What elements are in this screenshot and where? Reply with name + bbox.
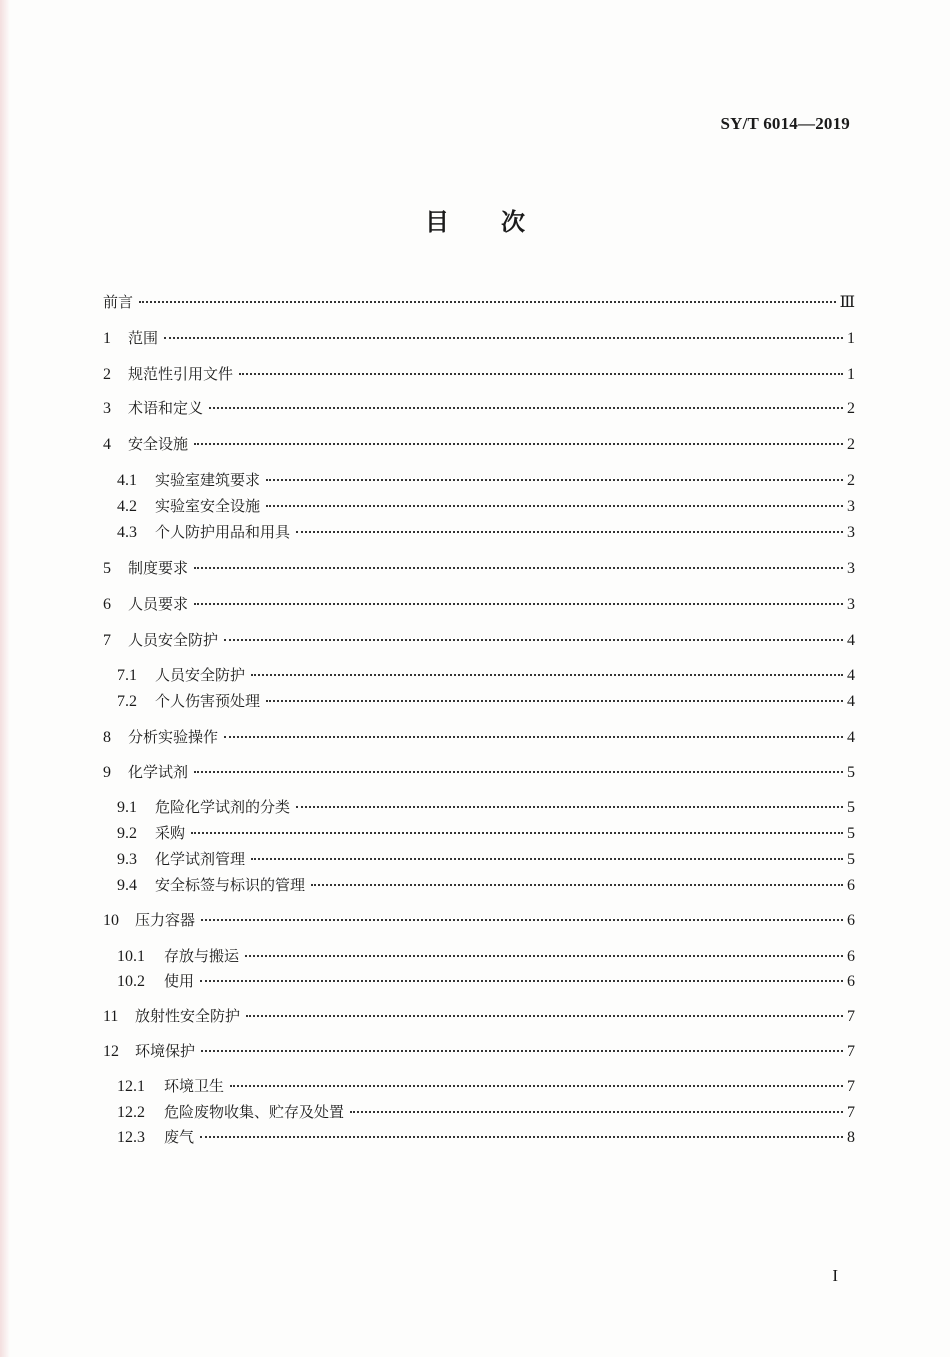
toc-entry-page: 3 [847, 524, 855, 541]
toc-entry-11[interactable] [103, 1006, 855, 1027]
toc-entry-number: 8 [103, 729, 111, 746]
toc-entry-4-2[interactable] [117, 496, 855, 517]
toc-entry-4-1[interactable] [117, 470, 855, 491]
toc-entry-title: 危险废物收集、贮存及处置 [164, 1103, 345, 1121]
dot-leader [296, 531, 843, 533]
toc-entry-title: 存放与搬运 [164, 947, 240, 965]
dot-leader [139, 301, 836, 303]
toc-entry-title: 个人防护用品和用具 [155, 523, 291, 541]
toc-entry-page: 5 [847, 764, 855, 781]
toc-entry-12[interactable] [103, 1041, 855, 1062]
dot-leader [296, 806, 843, 808]
toc-entry-page: 6 [847, 912, 855, 929]
toc-entry-page: 5 [847, 825, 855, 842]
toc-entry-page: 6 [847, 948, 855, 965]
toc-entry-2[interactable] [103, 364, 855, 385]
toc-entry-number: 10 [103, 912, 119, 929]
toc-entry-page: 3 [847, 498, 855, 515]
toc-entry-page: 2 [847, 436, 855, 453]
toc-entry-number: 4 [103, 436, 111, 453]
toc-entry-title: 人员要求 [128, 595, 189, 613]
toc-entry-title: 人员安全防护 [155, 666, 246, 684]
dot-leader [239, 373, 843, 375]
toc-entry-number: 4.1 [117, 472, 137, 489]
dot-leader [245, 955, 843, 957]
toc-entry-page: 2 [847, 400, 855, 417]
toc-entry-page: 3 [847, 560, 855, 577]
toc-entry-page: 3 [847, 596, 855, 613]
toc-entry-number: 2 [103, 366, 111, 383]
toc-entry-number: 12.2 [117, 1104, 145, 1121]
toc-entry-title: 废气 [164, 1128, 195, 1146]
toc-entry-number: 10.2 [117, 973, 145, 990]
toc-entry-number: 9.3 [117, 851, 137, 868]
toc-entry-9-3[interactable] [117, 849, 855, 870]
toc-entry-page: 4 [847, 693, 855, 710]
toc-entry-12-3[interactable] [117, 1127, 855, 1148]
standard-code: SY/T 6014—2019 [720, 114, 850, 133]
toc-entry-title: 个人伤害预处理 [155, 692, 261, 710]
toc-entry-page: Ⅲ [839, 294, 855, 311]
dot-leader [251, 858, 843, 860]
dot-leader [266, 700, 843, 702]
toc-entry-number: 12 [103, 1043, 119, 1060]
toc-entry-page: 4 [847, 729, 855, 746]
toc-entry-title: 危险化学试剂的分类 [155, 798, 291, 816]
toc-entry-number: 6 [103, 596, 111, 613]
toc-entry-9[interactable] [103, 762, 855, 783]
toc-entry-12-1[interactable] [117, 1076, 855, 1097]
toc-entry-6[interactable] [103, 594, 855, 615]
toc-entry-title: 术语和定义 [128, 399, 204, 417]
toc-entry-number: 3 [103, 400, 111, 417]
dot-leader [230, 1085, 843, 1087]
toc-entry-title: 制度要求 [128, 559, 189, 577]
toc-entry-page: 6 [847, 973, 855, 990]
toc-entry-title: 化学试剂 [128, 763, 189, 781]
toc-entry-title: 使用 [164, 972, 195, 990]
toc-entry-7-2[interactable] [117, 691, 855, 712]
toc-entry-4[interactable] [103, 434, 855, 455]
toc-entry-number: 9 [103, 764, 111, 781]
dot-leader [201, 1050, 843, 1052]
toc-entry-10-1[interactable] [117, 946, 855, 967]
toc-entry-title: 实验室建筑要求 [155, 471, 261, 489]
toc-entry-title: 放射性安全防护 [135, 1007, 241, 1025]
dot-leader [246, 1015, 843, 1017]
dot-leader [194, 603, 843, 605]
toc-entry-title: 实验室安全设施 [155, 497, 261, 515]
toc-entry-page: 2 [847, 472, 855, 489]
toc-entry-number: 4.3 [117, 524, 137, 541]
footer-page-number: I [832, 1266, 838, 1285]
toc-entry-number: 7 [103, 632, 111, 649]
toc-entry-title: 环境卫生 [164, 1077, 225, 1095]
toc-entry-number: 11 [103, 1008, 119, 1025]
dot-leader [251, 674, 843, 676]
toc-entry-page: 4 [847, 632, 855, 649]
dot-leader [201, 919, 843, 921]
toc-entry-3[interactable] [103, 398, 855, 419]
toc-entry-foreword[interactable] [103, 292, 855, 313]
toc-entry-7-1[interactable] [117, 665, 855, 686]
toc-entry-title: 人员安全防护 [128, 631, 219, 649]
toc-entry-1[interactable] [103, 328, 855, 349]
dot-leader [224, 639, 843, 641]
toc-entry-number: 9.2 [117, 825, 137, 842]
toc-entry-12-2[interactable] [117, 1102, 855, 1123]
toc-entry-8[interactable] [103, 727, 855, 748]
toc-entry-page: 7 [847, 1043, 855, 1060]
toc-entry-title: 安全标签与标识的管理 [155, 876, 306, 894]
toc-entry-number: 4.2 [117, 498, 137, 515]
dot-leader [350, 1111, 843, 1113]
toc-entry-title: 分析实验操作 [128, 728, 219, 746]
dot-leader [164, 337, 843, 339]
dot-leader [194, 567, 843, 569]
toc-entry-title: 规范性引用文件 [128, 365, 234, 383]
dot-leader [266, 479, 843, 481]
toc-entry-10-2[interactable] [117, 971, 855, 992]
toc-entry-number: 10.1 [117, 948, 145, 965]
dot-leader [266, 505, 843, 507]
dot-leader [191, 832, 843, 834]
toc-entry-page: 7 [847, 1008, 855, 1025]
dot-leader [200, 980, 843, 982]
toc-entry-10[interactable] [103, 910, 855, 931]
toc-entry-9-2[interactable] [117, 823, 855, 844]
toc-entry-page: 1 [847, 366, 855, 383]
toc-heading-part2: 次 [501, 208, 525, 236]
toc-entry-title: 环境保护 [135, 1042, 196, 1060]
toc-entry-4-3[interactable] [117, 522, 855, 543]
toc-heading-part1: 目 [425, 208, 449, 236]
toc-entry-page: 7 [847, 1078, 855, 1095]
toc-entry-title: 前言 [103, 293, 134, 311]
toc-entry-9-1[interactable] [117, 797, 855, 818]
toc-entry-number: 12.3 [117, 1129, 145, 1146]
toc-entry-page: 7 [847, 1104, 855, 1121]
dot-leader [194, 443, 843, 445]
toc-entry-page: 4 [847, 667, 855, 684]
toc-entry-9-4[interactable] [117, 875, 855, 896]
toc-entry-page: 1 [847, 330, 855, 347]
toc-entry-number: 1 [103, 330, 111, 347]
toc-entry-number: 5 [103, 560, 111, 577]
toc-entry-7[interactable] [103, 630, 855, 651]
dot-leader [209, 407, 843, 409]
toc-entry-title: 化学试剂管理 [155, 850, 246, 868]
toc-entry-page: 5 [847, 799, 855, 816]
toc-entry-title: 范围 [128, 329, 159, 347]
toc-entry-number: 12.1 [117, 1078, 145, 1095]
toc-entry-page: 8 [847, 1129, 855, 1146]
toc-entry-number: 7.1 [117, 667, 137, 684]
toc-heading [0, 202, 950, 237]
toc-entry-number: 7.2 [117, 693, 137, 710]
dot-leader [224, 736, 843, 738]
toc-entry-title: 压力容器 [135, 911, 196, 929]
dot-leader [194, 771, 843, 773]
toc-entry-number: 9.4 [117, 877, 137, 894]
toc-entry-5[interactable] [103, 558, 855, 579]
toc-entry-title: 采购 [155, 824, 186, 842]
toc-entry-number: 9.1 [117, 799, 137, 816]
dot-leader [311, 884, 843, 886]
toc-entry-title: 安全设施 [128, 435, 189, 453]
toc-entry-page: 5 [847, 851, 855, 868]
dot-leader [200, 1136, 843, 1138]
toc-entry-page: 6 [847, 877, 855, 894]
